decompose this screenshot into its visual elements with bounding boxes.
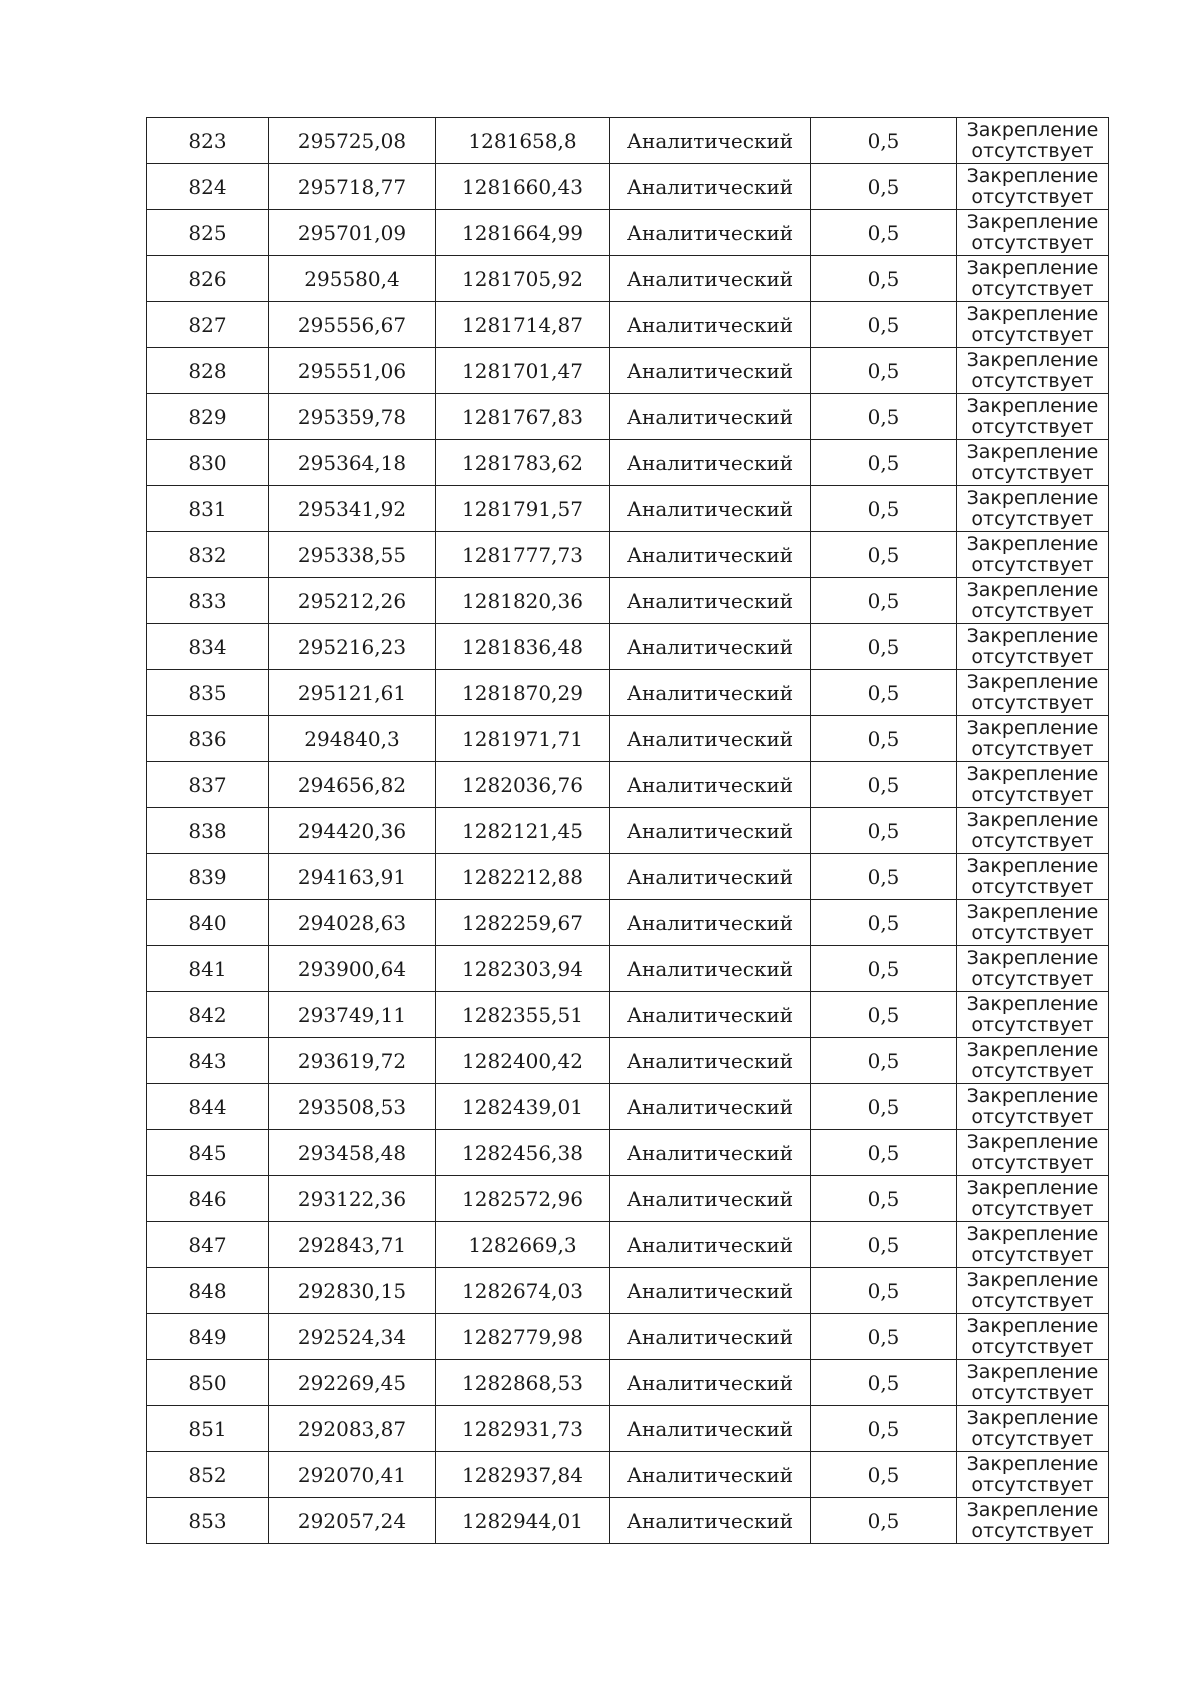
table-row: [147, 624, 1109, 670]
fixation-cell: [957, 302, 1109, 348]
table-row: [147, 854, 1109, 900]
method-cell: Аналитический: [610, 716, 811, 762]
point-number-cell: 853: [147, 1498, 269, 1544]
table-row: [147, 1452, 1109, 1498]
method-cell: Аналитический: [610, 946, 811, 992]
fixation-cell: [957, 854, 1109, 900]
x-coordinate-cell: 295701,09: [269, 210, 436, 256]
x-coordinate-cell: 295359,78: [269, 394, 436, 440]
method-cell: Аналитический: [610, 1222, 811, 1268]
fixation-label-line2: отсутствует: [971, 1197, 1094, 1220]
point-number-cell: 833: [147, 578, 269, 624]
y-coordinate-cell: 1281870,29: [436, 670, 610, 716]
fixation-cell: [957, 1222, 1109, 1268]
fixation-label-line2: отсутствует: [971, 1519, 1094, 1542]
method-cell: Аналитический: [610, 670, 811, 716]
table-row: [147, 1360, 1109, 1406]
accuracy-cell: 0,5: [811, 486, 957, 532]
fixation-label-line1: Закрепление: [966, 486, 1099, 509]
table-row: [147, 348, 1109, 394]
x-coordinate-cell: 292083,87: [269, 1406, 436, 1452]
point-number-cell: 824: [147, 164, 269, 210]
point-number-cell: 838: [147, 808, 269, 854]
point-number-cell: 830: [147, 440, 269, 486]
fixation-label-line2: отсутствует: [971, 369, 1094, 392]
fixation-label-line1: Закрепление: [966, 1222, 1099, 1245]
x-coordinate-cell: 295338,55: [269, 532, 436, 578]
fixation-label-line1: Закрепление: [966, 1176, 1099, 1199]
fixation-label-line1: Закрепление: [966, 900, 1099, 923]
method-cell: Аналитический: [610, 164, 811, 210]
x-coordinate-cell: 294840,3: [269, 716, 436, 762]
accuracy-cell: 0,5: [811, 670, 957, 716]
method-cell: Аналитический: [610, 256, 811, 302]
fixation-cell: [957, 762, 1109, 808]
table-row: [147, 1038, 1109, 1084]
fixation-label-line1: Закрепление: [966, 854, 1099, 877]
table-row: [147, 1176, 1109, 1222]
accuracy-cell: 0,5: [811, 1452, 957, 1498]
x-coordinate-cell: 295216,23: [269, 624, 436, 670]
y-coordinate-cell: 1281714,87: [436, 302, 610, 348]
table-row: [147, 164, 1109, 210]
y-coordinate-cell: 1282036,76: [436, 762, 610, 808]
accuracy-cell: 0,5: [811, 1084, 957, 1130]
table-row: [147, 1314, 1109, 1360]
accuracy-cell: 0,5: [811, 1406, 957, 1452]
method-cell: Аналитический: [610, 118, 811, 164]
method-cell: Аналитический: [610, 302, 811, 348]
y-coordinate-cell: 1282355,51: [436, 992, 610, 1038]
accuracy-cell: 0,5: [811, 900, 957, 946]
table-row: [147, 394, 1109, 440]
method-cell: Аналитический: [610, 1498, 811, 1544]
fixation-cell: [957, 808, 1109, 854]
y-coordinate-cell: 1282669,3: [436, 1222, 610, 1268]
accuracy-cell: 0,5: [811, 394, 957, 440]
method-cell: Аналитический: [610, 1176, 811, 1222]
method-cell: Аналитический: [610, 394, 811, 440]
fixation-label-line2: отсутствует: [971, 737, 1094, 760]
coordinates-table-body: [147, 118, 1109, 1544]
table-row: [147, 302, 1109, 348]
table-row: [147, 1268, 1109, 1314]
x-coordinate-cell: 295718,77: [269, 164, 436, 210]
fixation-cell: [957, 1130, 1109, 1176]
table-row: [147, 532, 1109, 578]
accuracy-cell: 0,5: [811, 1314, 957, 1360]
point-number-cell: 852: [147, 1452, 269, 1498]
x-coordinate-cell: 294163,91: [269, 854, 436, 900]
accuracy-cell: 0,5: [811, 946, 957, 992]
accuracy-cell: 0,5: [811, 854, 957, 900]
point-number-cell: 825: [147, 210, 269, 256]
y-coordinate-cell: 1281660,43: [436, 164, 610, 210]
accuracy-cell: 0,5: [811, 762, 957, 808]
y-coordinate-cell: 1282212,88: [436, 854, 610, 900]
accuracy-cell: 0,5: [811, 532, 957, 578]
fixation-label-line1: Закрепление: [966, 992, 1099, 1015]
method-cell: Аналитический: [610, 1268, 811, 1314]
y-coordinate-cell: 1281971,71: [436, 716, 610, 762]
accuracy-cell: 0,5: [811, 256, 957, 302]
x-coordinate-cell: 295121,61: [269, 670, 436, 716]
fixation-cell: [957, 486, 1109, 532]
fixation-label-line1: Закрепление: [966, 946, 1099, 969]
table-row: [147, 992, 1109, 1038]
accuracy-cell: 0,5: [811, 164, 957, 210]
fixation-label-line2: отсутствует: [971, 231, 1094, 254]
accuracy-cell: 0,5: [811, 992, 957, 1038]
table-row: [147, 716, 1109, 762]
fixation-label-line2: отсутствует: [971, 1105, 1094, 1128]
fixation-cell: [957, 716, 1109, 762]
x-coordinate-cell: 292057,24: [269, 1498, 436, 1544]
fixation-label-line1: Закрепление: [966, 578, 1099, 601]
point-number-cell: 829: [147, 394, 269, 440]
point-number-cell: 850: [147, 1360, 269, 1406]
fixation-label-line1: Закрепление: [966, 1130, 1099, 1153]
fixation-label-line2: отсутствует: [971, 185, 1094, 208]
point-number-cell: 823: [147, 118, 269, 164]
x-coordinate-cell: 292830,15: [269, 1268, 436, 1314]
point-number-cell: 826: [147, 256, 269, 302]
x-coordinate-cell: 295364,18: [269, 440, 436, 486]
table-row: [147, 1130, 1109, 1176]
y-coordinate-cell: 1282779,98: [436, 1314, 610, 1360]
fixation-label-line1: Закрепление: [966, 1038, 1099, 1061]
table-row: [147, 486, 1109, 532]
accuracy-cell: 0,5: [811, 1360, 957, 1406]
table-row: [147, 578, 1109, 624]
y-coordinate-cell: 1282937,84: [436, 1452, 610, 1498]
accuracy-cell: 0,5: [811, 348, 957, 394]
fixation-label-line2: отсутствует: [971, 783, 1094, 806]
fixation-cell: [957, 670, 1109, 716]
x-coordinate-cell: 292524,34: [269, 1314, 436, 1360]
fixation-label-line2: отсутствует: [971, 967, 1094, 990]
fixation-cell: [957, 532, 1109, 578]
accuracy-cell: 0,5: [811, 578, 957, 624]
fixation-cell: [957, 118, 1109, 164]
y-coordinate-cell: 1282674,03: [436, 1268, 610, 1314]
method-cell: Аналитический: [610, 1314, 811, 1360]
y-coordinate-cell: 1281705,92: [436, 256, 610, 302]
y-coordinate-cell: 1282572,96: [436, 1176, 610, 1222]
point-number-cell: 831: [147, 486, 269, 532]
x-coordinate-cell: 293508,53: [269, 1084, 436, 1130]
fixation-cell: [957, 210, 1109, 256]
fixation-label-line1: Закрепление: [966, 1268, 1099, 1291]
fixation-label-line2: отсутствует: [971, 1335, 1094, 1358]
table-row: [147, 946, 1109, 992]
fixation-label-line2: отсутствует: [971, 1243, 1094, 1266]
fixation-cell: [957, 164, 1109, 210]
method-cell: Аналитический: [610, 624, 811, 670]
x-coordinate-cell: 292070,41: [269, 1452, 436, 1498]
fixation-cell: [957, 578, 1109, 624]
y-coordinate-cell: 1281658,8: [436, 118, 610, 164]
table-row: [147, 1084, 1109, 1130]
x-coordinate-cell: 292843,71: [269, 1222, 436, 1268]
method-cell: Аналитический: [610, 348, 811, 394]
fixation-label-line1: Закрепление: [966, 440, 1099, 463]
method-cell: Аналитический: [610, 1084, 811, 1130]
y-coordinate-cell: 1282439,01: [436, 1084, 610, 1130]
fixation-cell: [957, 1176, 1109, 1222]
fixation-label-line1: Закрепление: [966, 1360, 1099, 1383]
table-row: [147, 1406, 1109, 1452]
y-coordinate-cell: 1281836,48: [436, 624, 610, 670]
table-row: [147, 440, 1109, 486]
x-coordinate-cell: 295580,4: [269, 256, 436, 302]
method-cell: Аналитический: [610, 1360, 811, 1406]
fixation-label-line1: Закрепление: [966, 716, 1099, 739]
fixation-label-line2: отсутствует: [971, 553, 1094, 576]
fixation-cell: [957, 1268, 1109, 1314]
y-coordinate-cell: 1282400,42: [436, 1038, 610, 1084]
x-coordinate-cell: 295725,08: [269, 118, 436, 164]
point-number-cell: 843: [147, 1038, 269, 1084]
accuracy-cell: 0,5: [811, 1498, 957, 1544]
fixation-cell: [957, 1498, 1109, 1544]
fixation-label-line2: отсутствует: [971, 277, 1094, 300]
method-cell: Аналитический: [610, 1038, 811, 1084]
y-coordinate-cell: 1281664,99: [436, 210, 610, 256]
fixation-cell: [957, 992, 1109, 1038]
fixation-cell: [957, 900, 1109, 946]
fixation-cell: [957, 1452, 1109, 1498]
fixation-label-line2: отсутствует: [971, 415, 1094, 438]
y-coordinate-cell: 1281777,73: [436, 532, 610, 578]
point-number-cell: 848: [147, 1268, 269, 1314]
y-coordinate-cell: 1281820,36: [436, 578, 610, 624]
point-number-cell: 845: [147, 1130, 269, 1176]
fixation-cell: [957, 440, 1109, 486]
fixation-label-line2: отсутствует: [971, 1427, 1094, 1450]
fixation-label-line2: отсутствует: [971, 139, 1094, 162]
accuracy-cell: 0,5: [811, 118, 957, 164]
point-number-cell: 840: [147, 900, 269, 946]
fixation-label-line2: отсутствует: [971, 645, 1094, 668]
fixation-cell: [957, 394, 1109, 440]
method-cell: Аналитический: [610, 808, 811, 854]
y-coordinate-cell: 1282259,67: [436, 900, 610, 946]
fixation-label-line1: Закрепление: [966, 532, 1099, 555]
x-coordinate-cell: 295212,26: [269, 578, 436, 624]
table-row: [147, 1222, 1109, 1268]
fixation-label-line1: Закрепление: [966, 1314, 1099, 1337]
y-coordinate-cell: 1282868,53: [436, 1360, 610, 1406]
table-row: [147, 670, 1109, 716]
x-coordinate-cell: 294656,82: [269, 762, 436, 808]
method-cell: Аналитический: [610, 1130, 811, 1176]
table-row: [147, 900, 1109, 946]
method-cell: Аналитический: [610, 440, 811, 486]
accuracy-cell: 0,5: [811, 210, 957, 256]
x-coordinate-cell: 293619,72: [269, 1038, 436, 1084]
fixation-label-line1: Закрепление: [966, 1084, 1099, 1107]
fixation-label-line2: отсутствует: [971, 461, 1094, 484]
fixation-label-line2: отсутствует: [971, 1059, 1094, 1082]
fixation-label-line2: отсутствует: [971, 507, 1094, 530]
method-cell: Аналитический: [610, 992, 811, 1038]
accuracy-cell: 0,5: [811, 716, 957, 762]
fixation-label-line2: отсутствует: [971, 691, 1094, 714]
y-coordinate-cell: 1282931,73: [436, 1406, 610, 1452]
fixation-label-line2: отсутствует: [971, 323, 1094, 346]
fixation-cell: [957, 256, 1109, 302]
point-number-cell: 835: [147, 670, 269, 716]
fixation-label-line1: Закрепление: [966, 1452, 1099, 1475]
fixation-label-line2: отсутствует: [971, 599, 1094, 622]
fixation-cell: [957, 1360, 1109, 1406]
fixation-label-line1: Закрепление: [966, 302, 1099, 325]
fixation-cell: [957, 1084, 1109, 1130]
x-coordinate-cell: 295341,92: [269, 486, 436, 532]
point-number-cell: 836: [147, 716, 269, 762]
point-number-cell: 846: [147, 1176, 269, 1222]
table-row: [147, 1498, 1109, 1544]
x-coordinate-cell: 293749,11: [269, 992, 436, 1038]
fixation-label-line1: Закрепление: [966, 808, 1099, 831]
x-coordinate-cell: 294420,36: [269, 808, 436, 854]
point-number-cell: 828: [147, 348, 269, 394]
point-number-cell: 832: [147, 532, 269, 578]
accuracy-cell: 0,5: [811, 1038, 957, 1084]
x-coordinate-cell: 293122,36: [269, 1176, 436, 1222]
fixation-label-line2: отсутствует: [971, 1289, 1094, 1312]
point-number-cell: 844: [147, 1084, 269, 1130]
point-number-cell: 837: [147, 762, 269, 808]
accuracy-cell: 0,5: [811, 624, 957, 670]
fixation-label-line2: отсутствует: [971, 1151, 1094, 1174]
accuracy-cell: 0,5: [811, 1130, 957, 1176]
coordinates-table: [146, 117, 1109, 1544]
y-coordinate-cell: 1282944,01: [436, 1498, 610, 1544]
table-row: [147, 762, 1109, 808]
fixation-cell: [957, 1406, 1109, 1452]
point-number-cell: 834: [147, 624, 269, 670]
point-number-cell: 842: [147, 992, 269, 1038]
y-coordinate-cell: 1281701,47: [436, 348, 610, 394]
accuracy-cell: 0,5: [811, 1176, 957, 1222]
y-coordinate-cell: 1282303,94: [436, 946, 610, 992]
fixation-label-line1: Закрепление: [966, 348, 1099, 371]
x-coordinate-cell: 295551,06: [269, 348, 436, 394]
fixation-label-line1: Закрепление: [966, 670, 1099, 693]
accuracy-cell: 0,5: [811, 440, 957, 486]
accuracy-cell: 0,5: [811, 808, 957, 854]
fixation-label-line1: Закрепление: [966, 164, 1099, 187]
point-number-cell: 847: [147, 1222, 269, 1268]
fixation-label-line1: Закрепление: [966, 762, 1099, 785]
fixation-label-line1: Закрепление: [966, 256, 1099, 279]
table-row: [147, 118, 1109, 164]
y-coordinate-cell: 1282456,38: [436, 1130, 610, 1176]
method-cell: Аналитический: [610, 532, 811, 578]
x-coordinate-cell: 293458,48: [269, 1130, 436, 1176]
fixation-label-line2: отсутствует: [971, 1013, 1094, 1036]
method-cell: Аналитический: [610, 578, 811, 624]
accuracy-cell: 0,5: [811, 302, 957, 348]
fixation-label-line2: отсутствует: [971, 921, 1094, 944]
fixation-cell: [957, 946, 1109, 992]
method-cell: Аналитический: [610, 1452, 811, 1498]
fixation-cell: [957, 348, 1109, 394]
x-coordinate-cell: 293900,64: [269, 946, 436, 992]
method-cell: Аналитический: [610, 1406, 811, 1452]
fixation-label-line1: Закрепление: [966, 394, 1099, 417]
fixation-label-line1: Закрепление: [966, 210, 1099, 233]
method-cell: Аналитический: [610, 210, 811, 256]
fixation-cell: [957, 1314, 1109, 1360]
table-row: [147, 808, 1109, 854]
method-cell: Аналитический: [610, 854, 811, 900]
x-coordinate-cell: 294028,63: [269, 900, 436, 946]
accuracy-cell: 0,5: [811, 1268, 957, 1314]
method-cell: Аналитический: [610, 762, 811, 808]
fixation-label-line1: Закрепление: [966, 118, 1099, 141]
fixation-label-line2: отсутствует: [971, 1473, 1094, 1496]
fixation-label-line2: отсутствует: [971, 1381, 1094, 1404]
point-number-cell: 841: [147, 946, 269, 992]
fixation-label-line2: отсутствует: [971, 829, 1094, 852]
x-coordinate-cell: 292269,45: [269, 1360, 436, 1406]
point-number-cell: 839: [147, 854, 269, 900]
fixation-label-line1: Закрепление: [966, 624, 1099, 647]
y-coordinate-cell: 1281791,57: [436, 486, 610, 532]
y-coordinate-cell: 1281767,83: [436, 394, 610, 440]
point-number-cell: 827: [147, 302, 269, 348]
fixation-cell: [957, 1038, 1109, 1084]
fixation-label-line1: Закрепление: [966, 1406, 1099, 1429]
table-row: [147, 256, 1109, 302]
method-cell: Аналитический: [610, 486, 811, 532]
y-coordinate-cell: 1281783,62: [436, 440, 610, 486]
accuracy-cell: 0,5: [811, 1222, 957, 1268]
point-number-cell: 851: [147, 1406, 269, 1452]
point-number-cell: 849: [147, 1314, 269, 1360]
method-cell: Аналитический: [610, 900, 811, 946]
table-row: [147, 210, 1109, 256]
fixation-label-line1: Закрепление: [966, 1498, 1099, 1521]
x-coordinate-cell: 295556,67: [269, 302, 436, 348]
y-coordinate-cell: 1282121,45: [436, 808, 610, 854]
fixation-label-line2: отсутствует: [971, 875, 1094, 898]
fixation-cell: [957, 624, 1109, 670]
